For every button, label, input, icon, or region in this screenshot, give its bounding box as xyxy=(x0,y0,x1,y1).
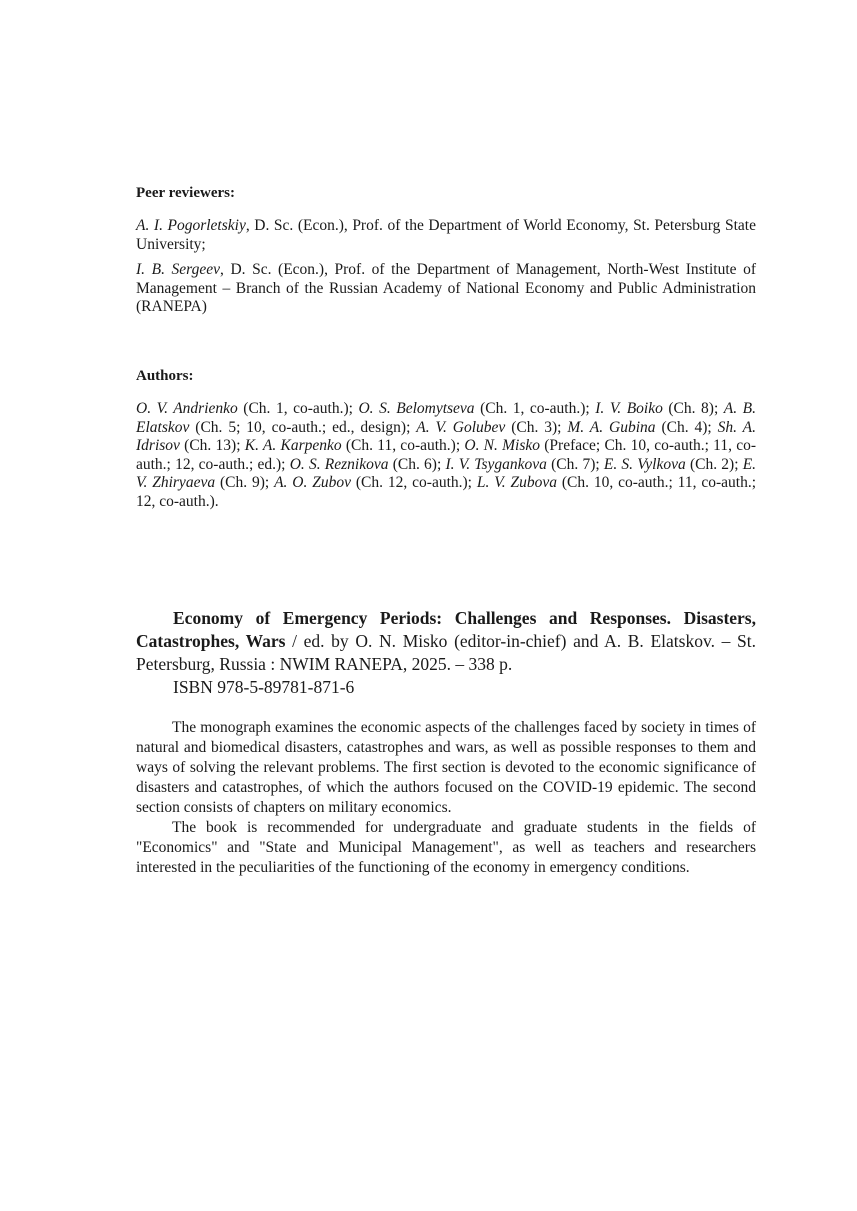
author-role: (Ch. 13); xyxy=(179,437,245,455)
author-name: A. B. Elatskov xyxy=(136,400,757,436)
reviewer-entry xyxy=(136,217,756,254)
author-role: (Ch. 4); xyxy=(655,418,718,436)
author-role: (Ch. 11, co-auth.); xyxy=(341,437,465,455)
book-imprint: / ed. by O. N. Misko (editor-in-chief) and A. B. Elatskov. – St. Petersburg, Russia : NWIM RANEPA, 2025. – 338 p. xyxy=(136,631,756,674)
author-name: M. A. Gubina xyxy=(567,418,656,436)
author-role: (Ch. 10, co-auth.; 11, co-auth.; 12, co-auth.). xyxy=(136,474,757,510)
author-role: (Ch. 12, co-auth.); xyxy=(351,474,477,492)
author-role: (Ch. 9); xyxy=(215,474,275,492)
author-name: A. O. Zubov xyxy=(274,474,352,492)
authors-list xyxy=(136,400,756,512)
author-name: I. V. Boiko xyxy=(595,400,663,417)
abstract-paragraph: The book is recommended for undergraduate and graduate students in the fields of "Economics" and "State and Municipal Management", as well as teachers and researchers interested in the peculiarities of the functioning of the economy in emergency conditions. xyxy=(136,819,756,876)
reviewer-details: , D. Sc. (Econ.), Prof. of the Department of Management, North-West Institute of Management – Branch of the Russian Academy of National Economy and Public Administration (RANEPA) xyxy=(136,261,756,316)
isbn: ISBN 978-5-89781-871-6 xyxy=(173,677,355,697)
author-name: O. N. Misko xyxy=(464,437,541,455)
author-name: Sh. A. Idrisov xyxy=(136,418,756,455)
author-name: E. S. Vylkova xyxy=(603,455,686,473)
author-name: A. V. Golubev xyxy=(416,418,506,436)
reviewer-name: A. I. Pogorletskiy xyxy=(136,217,246,234)
abstract xyxy=(136,718,756,878)
author-role: (Ch. 2); xyxy=(685,455,743,473)
author-name: O. S. Belomytseva xyxy=(358,400,475,417)
author-role: (Ch. 7); xyxy=(546,455,604,473)
catalog-entry xyxy=(136,607,756,699)
reviewer-name: I. B. Sergeev xyxy=(136,261,220,278)
author-name: I. V. Tsygankova xyxy=(445,455,547,473)
reviewer-entry xyxy=(136,261,756,317)
author-name: L. V. Zubova xyxy=(476,474,557,492)
author-role: (Ch. 3); xyxy=(505,418,568,436)
author-name: O. S. Reznikova xyxy=(289,455,389,473)
author-role: (Ch. 5; 10, co-auth.; ed., design); xyxy=(189,418,417,436)
reviewers-heading: Peer reviewers: xyxy=(136,185,235,201)
author-role: (Ch. 6); xyxy=(388,455,446,473)
authors-heading: Authors: xyxy=(136,368,194,384)
abstract-paragraph: The monograph examines the economic aspects of the challenges faced by society in times of natural and biomedical disasters, catastrophes and wars, as well as possible responses to them and ways of solving the relevant problems. The first section is devoted to the economic significance of disasters and catastrophes, of which the authors focused on the COVID-19 epidemic. The second section consists of chapters on military economics. xyxy=(136,719,756,816)
author-name: E. V. Zhiryaeva xyxy=(136,455,757,492)
author-role: (Ch. 1, co-auth.); xyxy=(474,400,596,417)
author-role: (Ch. 1, co-auth.); xyxy=(237,400,359,417)
reviewer-details: , D. Sc. (Econ.), Prof. of the Department of World Economy, St. Petersburg State University; xyxy=(136,217,756,253)
author-name: K. A. Karpenko xyxy=(244,437,342,455)
author-role: (Ch. 8); xyxy=(662,400,724,417)
author-role: (Preface; Ch. 10, co-auth.; 11, co-auth.; 12, co-auth.; ed.); xyxy=(136,437,757,473)
book-title: Economy of Emergency Periods: Challenges and Responses. Disasters, Catastrophes, Wars xyxy=(136,608,756,651)
author-name: O. V. Andrienko xyxy=(136,400,238,417)
